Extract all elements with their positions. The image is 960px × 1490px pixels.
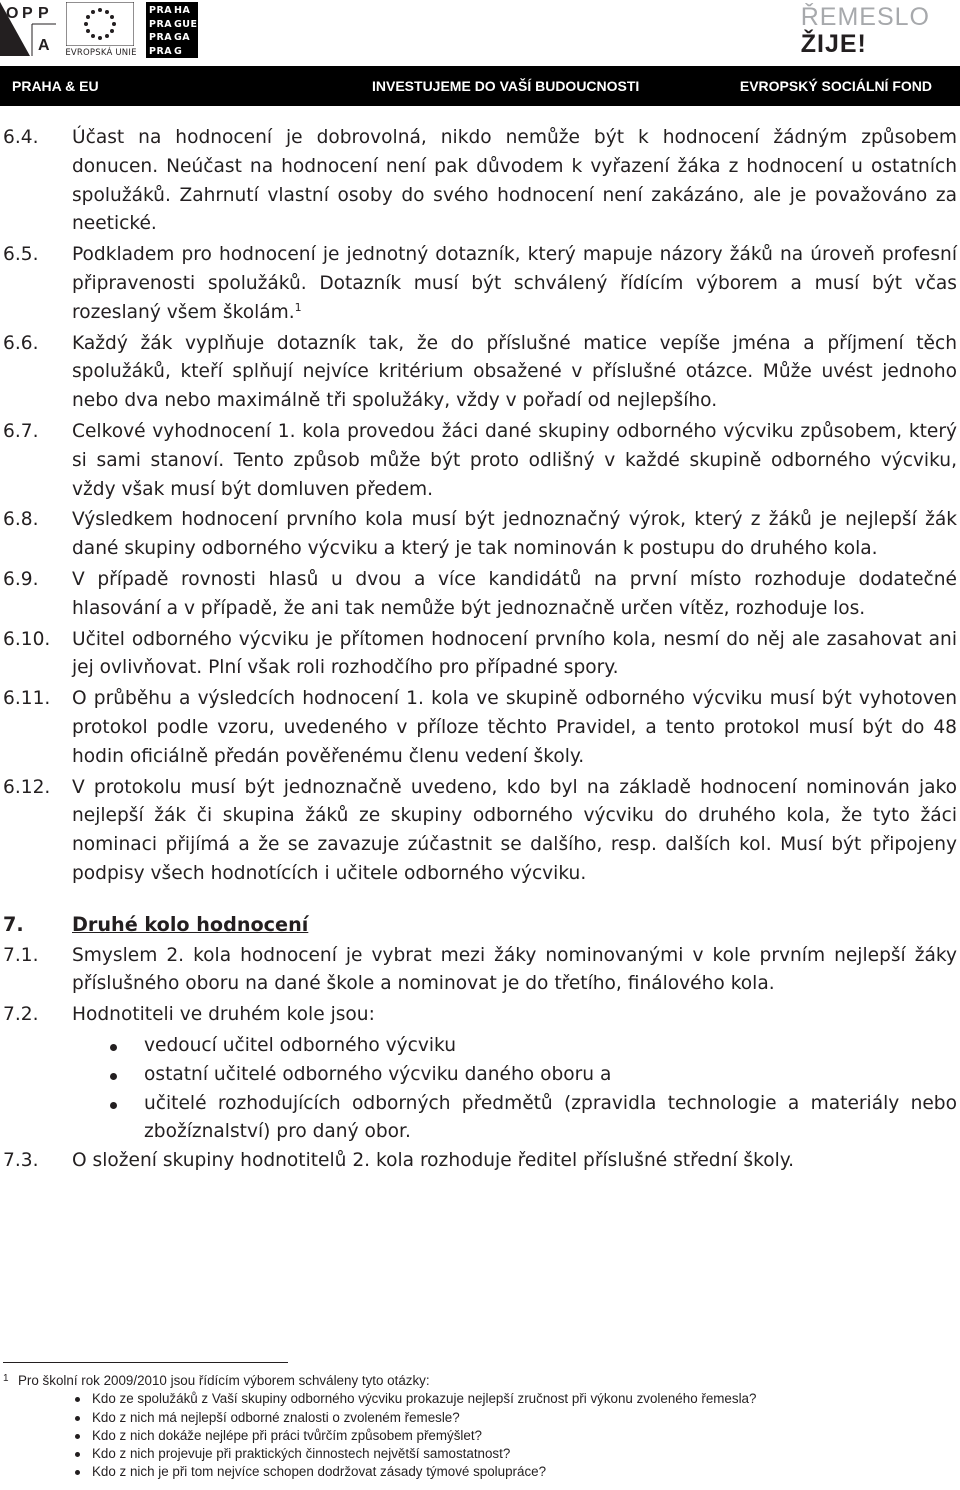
clause-7-3 bbox=[0, 1147, 960, 1176]
eu-flag-icon bbox=[66, 2, 134, 46]
footnote-reference[interactable]: 1 bbox=[294, 300, 302, 314]
eu-logo bbox=[62, 0, 140, 62]
clause-text: Každý žák vyplňuje dotazník tak, že do příslušné matice vepíše jména a příjmení těch spolužáků, kteří splňují nejvíce kritérium obsažené v příslušné otázce. Může uvést jednoho nebo dva nebo maximálně tři spolužáky, vždy v pořadí od nejlepšího. bbox=[72, 332, 957, 412]
document-body bbox=[0, 124, 960, 1178]
clause-7-2 bbox=[0, 1001, 960, 1030]
remeslo-zije-logo bbox=[801, 4, 930, 58]
footnote-intro bbox=[0, 1372, 960, 1390]
clause-number: 6.4. bbox=[3, 127, 39, 148]
section-7-heading bbox=[0, 911, 960, 940]
opp-letter-p1: P bbox=[22, 5, 33, 22]
clause-text: Celkové vyhodnocení 1. kola provedou žáci dané skupiny odborného výcviku způsobem, který si sami stanoví. Tento způsob může být proto odlišný v každé skupině odborného výcviku, vždy však musí být domluven předem. bbox=[72, 420, 957, 500]
opp-letter-a: A bbox=[38, 37, 50, 54]
clause-6-12 bbox=[0, 774, 960, 889]
clause-text: Učitel odborného výcviku je přítomen hodnocení prvního kola, nesmí do něj ale zasahovat ani jej ovlivňovat. Plní však roli rozhodčího pro případné spory. bbox=[72, 628, 957, 679]
footnote bbox=[0, 1372, 960, 1482]
clause-number: 6.12. bbox=[3, 776, 51, 798]
list-item: Kdo z nich dokáže nejlépe při práci tvůrčím způsobem přemýšlet? bbox=[92, 1427, 960, 1445]
header-logos bbox=[0, 0, 960, 66]
list-item: Kdo z nich je při tom nejvíce schopen dodržovat zásady týmové spolupráce? bbox=[92, 1463, 960, 1481]
list-item: ostatní učitelé odborného výcviku daného oboru a bbox=[72, 1061, 957, 1090]
clause-number: 6.10. bbox=[3, 628, 51, 650]
clause-text: Smyslem 2. kola hodnocení je vybrat mezi žáky nominovanými v kole prvním nejlepší žáky příslušného oboru na dané škole a nominovat je do třetího, finálového kola. bbox=[72, 944, 957, 995]
clause-number: 6.7. bbox=[3, 420, 39, 442]
clause-number: 6.5. bbox=[3, 244, 39, 266]
banner-center: INVESTUJEME DO VAŠÍ BUDOUCNOSTI bbox=[372, 78, 640, 94]
footnote-divider bbox=[3, 1362, 288, 1363]
clause-6-11 bbox=[0, 685, 960, 771]
clause-number: 7.1. bbox=[3, 944, 39, 966]
opp-letter-o: O bbox=[6, 5, 19, 22]
clause-6-6 bbox=[0, 330, 960, 416]
section-title: Druhé kolo hodnocení bbox=[72, 912, 309, 936]
footnote-mark: 1 bbox=[3, 1373, 9, 1384]
clause-6-7 bbox=[0, 418, 960, 504]
praha-logo: PRA PRA PRA PRA HA GUE GA G bbox=[146, 2, 198, 58]
clause-text: Hodnotiteli ve druhém kole jsou: bbox=[72, 1004, 375, 1026]
banner-right: EVROPSKÝ SOCIÁLNÍ FOND bbox=[739, 78, 932, 94]
clause-number: 6.8. bbox=[3, 509, 39, 531]
clause-number: 6.9. bbox=[3, 568, 39, 590]
list-item: Kdo ze spolužáků z Vaší skupiny odborného výcviku prokazuje nejlepší zručnost při výkonu zvoleného řemesla? bbox=[92, 1390, 960, 1408]
banner-left: PRAHA & EU bbox=[12, 78, 99, 94]
list-item: Kdo z nich má nejlepší odborné znalosti o zvoleném řemesle? bbox=[92, 1409, 960, 1427]
clause-text: V protokolu musí být jednoznačně uvedeno, kdo byl na základě hodnocení nominován jako nejlepší žák či skupina žáků ze skupiny odborného výcviku do druhého kola, že tyto žáci nominaci přijímá a že se zavazuje zúčastnit se dalšího, resp. dalších kol. Musí být připojeny podpisy všech hodnotících i učitele odborného výcviku. bbox=[72, 776, 957, 884]
evaluators-list bbox=[0, 1032, 960, 1147]
clause-text: O průběhu a výsledcích hodnocení 1. kola ve skupině odborného výcviku musí být vyhotoven protokol podle vzoru, uvedeného v příloze těchto Pravidel, a tento protokol musí být do 48 hodin oficiálně předán pověřenému členu vedení školy. bbox=[72, 688, 957, 767]
section-number: 7. bbox=[3, 912, 24, 936]
footnote-intro-text: Pro školní rok 2009/2010 jsou řídícím výborem schváleny tyto otázky: bbox=[18, 1373, 430, 1388]
list-item: učitelé rozhodujících odborných předmětů (zpravidla technologie a materiály nebo zbožíznalství) pro daný obor. bbox=[72, 1090, 957, 1148]
list-item: Kdo z nich projevuje při praktických činnostech největší samostatnost? bbox=[92, 1445, 960, 1463]
clause-6-4 bbox=[0, 124, 960, 239]
clause-6-9 bbox=[0, 566, 960, 624]
clause-6-8 bbox=[0, 506, 960, 564]
clause-text: O složení skupiny hodnotitelů 2. kola rozhoduje ředitel příslušné střední školy. bbox=[72, 1150, 795, 1172]
clause-7-1 bbox=[0, 942, 960, 1000]
clause-number: 7.2. bbox=[3, 1004, 39, 1026]
zije-text: ŽIJE! bbox=[800, 30, 867, 58]
clause-6-10 bbox=[0, 626, 960, 684]
clause-number: 7.3. bbox=[3, 1150, 39, 1172]
clause-6-5 bbox=[0, 241, 960, 327]
opp-logo bbox=[0, 0, 56, 58]
header-banner bbox=[0, 66, 960, 106]
remeslo-text: ŘEMESLO bbox=[800, 3, 930, 31]
clause-text: Podkladem pro hodnocení je jednotný dotazník, který mapuje názory žáků na úroveň profesní připravenosti spolužáků. Dotazník musí být schválený řídícím výborem a musí být včas rozeslaný všem školám.$^1$ bbox=[72, 244, 957, 323]
clause-text: Výsledkem hodnocení prvního kola musí být jednoznačný výrok, který z žáků je nejlepší žák dané skupiny odborného výcviku a který je tak nominován k postupu do druhého kola. bbox=[72, 509, 957, 560]
opp-letter-p2: P bbox=[38, 5, 49, 22]
clause-text: V případě rovnosti hlasů u dvou a více kandidátů na první místo rozhoduje dodatečné hlasování a v případě, že ani tak nemůže být jednoznačně určen vítěz, rozhoduje los. bbox=[72, 568, 957, 619]
clause-number: 6.11. bbox=[3, 688, 51, 710]
list-item: vedoucí učitel odborného výcviku bbox=[72, 1032, 957, 1061]
clause-number: 6.6. bbox=[3, 332, 39, 354]
footnote-questions bbox=[0, 1390, 960, 1481]
clause-text: Účast na hodnocení je dobrovolná, nikdo nemůže být k hodnocení žádným způsobem donucen. Neúčast na hodnocení není pak důvodem k vyřazení žáka z hodnocení u ostatních spolužáků. Zahrnutí vlastní osoby do svého hodnocení není zakázáno, ale je považováno za neetické. bbox=[72, 127, 957, 235]
eu-label: EVROPSKÁ UNIE bbox=[65, 48, 137, 58]
